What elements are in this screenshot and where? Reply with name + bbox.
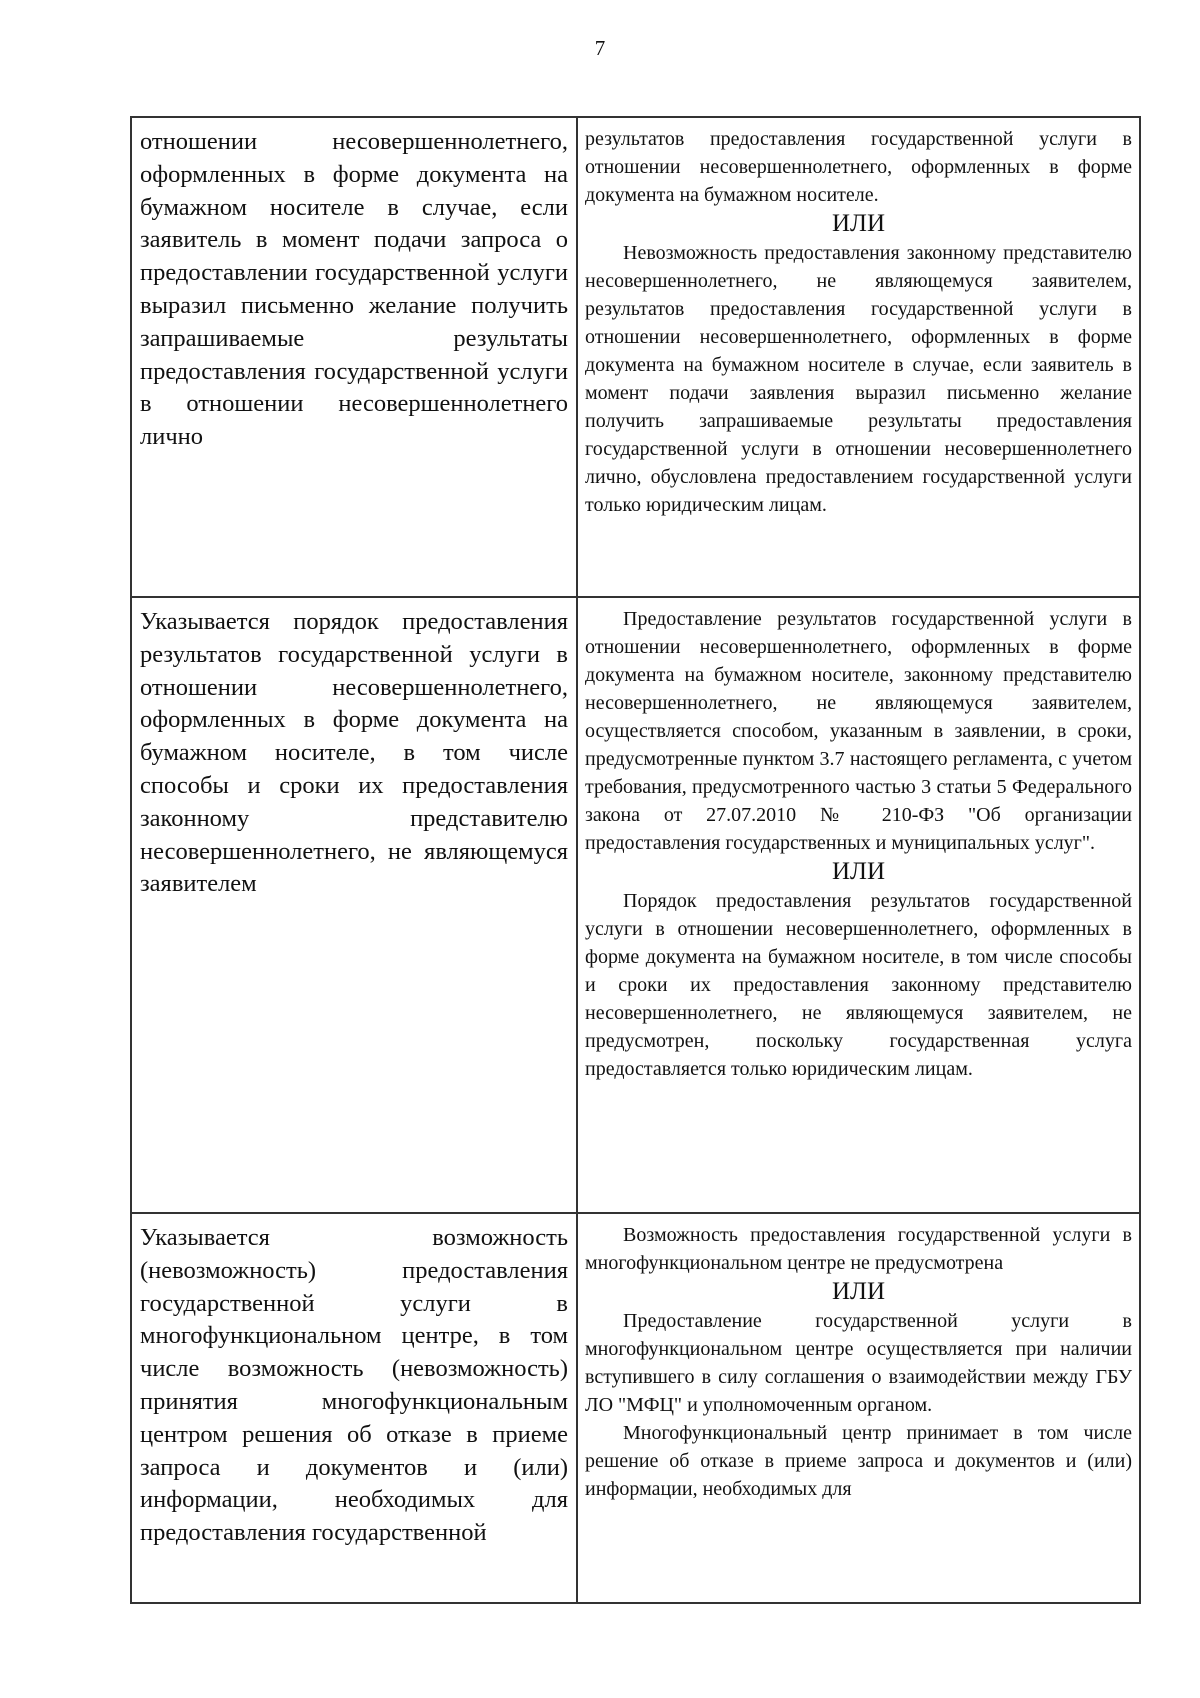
table-cell-content bbox=[577, 117, 1140, 597]
table-cell-requirement bbox=[131, 1213, 577, 1603]
requirement-text: Указывается возможность (невозможность) предоставления государственной услуги в многофункциональном центре, в том числе возможность (невозможность) принятия многофункциональным центром решения об отказе в приеме запроса и документов и (или) информации, необходимых для предоставления государственной bbox=[140, 1224, 568, 1547]
table-row bbox=[131, 117, 1140, 597]
regulation-table bbox=[130, 116, 1141, 1604]
or-separator: ИЛИ bbox=[831, 858, 886, 885]
table-cell-requirement bbox=[131, 597, 577, 1213]
table-cell-content bbox=[577, 1213, 1140, 1603]
or-separator: ИЛИ bbox=[831, 1278, 886, 1305]
content-paragraph: Невозможность предоставления законному представителю несовершеннолетнего, не являющемуся заявителем, результатов предоставления государственной услуги в отношении несовершеннолетнего, оформленных в форме документа на бумажном носителе в случае, если заявитель в момент подачи заявления выразил письменно желание получить запрашиваемые результаты предоставления государственной услуги в отношении несовершеннолетнего лично, обусловлена предоставлением государственной услуги только юридическим лицам. bbox=[585, 242, 1132, 516]
content-paragraph: Возможность предоставления государственной услуги в многофункциональном центре не предусмотрена bbox=[585, 1224, 1132, 1274]
table-row bbox=[131, 1213, 1140, 1603]
content-paragraph: Многофункциональный центр принимает в том числе решение об отказе в приеме запроса и документов и (или) информации, необходимых для bbox=[585, 1422, 1132, 1500]
table-cell-requirement bbox=[131, 117, 577, 597]
or-separator: ИЛИ bbox=[831, 210, 886, 237]
table-row bbox=[131, 597, 1140, 1213]
content-paragraph: Предоставление результатов государственной услуги в отношении несовершеннолетнего, оформленных в форме документа на бумажном носителе, законному представителю несовершеннолетнего, не являющемуся заявителем, осуществляется способом, указанным в заявлении, в сроки, предусмотренные пунктом 3.7 настоящего регламента, с учетом требования, предусмотренного частью 3 статьи 5 Федерального закона от 27.07.2010 № 210-ФЗ "Об организации предоставления государственных и муниципальных услуг". bbox=[585, 608, 1132, 854]
requirement-text: Указывается порядок предоставления результатов государственной услуги в отношении несовершеннолетнего, оформленных в форме документа на бумажном носителе, в том числе способы и сроки их предоставления законному представителю несовершеннолетнего, не являющемуся заявителем bbox=[140, 608, 568, 898]
table-cell-content bbox=[577, 597, 1140, 1213]
content-paragraph: Порядок предоставления результатов государственной услуги в отношении несовершеннолетнего, оформленных в форме документа на бумажном носителе, в том числе способы и сроки их предоставления законному представителю несовершеннолетнего, не являющемуся заявителем, не предусмотрен, поскольку государственная услуга предоставляется только юридическим лицам. bbox=[585, 890, 1132, 1080]
requirement-text: отношении несовершеннолетнего, оформленных в форме документа на бумажном носителе в случае, если заявитель в момент подачи запроса о предоставлении государственной услуги выразил письменно желание получить запрашиваемые результаты предоставления государственной услуги в отношении несовершеннолетнего лично bbox=[140, 128, 568, 451]
page-number: 7 bbox=[594, 36, 606, 60]
content-paragraph: Предоставление государственной услуги в многофункциональном центре осуществляется при наличии вступившего в силу соглашения о взаимодействии между ГБУ ЛО "МФЦ" и уполномоченным органом. bbox=[585, 1310, 1132, 1416]
content-paragraph: результатов предоставления государственной услуги в отношении несовершеннолетнего, оформленных в форме документа на бумажном носителе. bbox=[585, 128, 1132, 206]
